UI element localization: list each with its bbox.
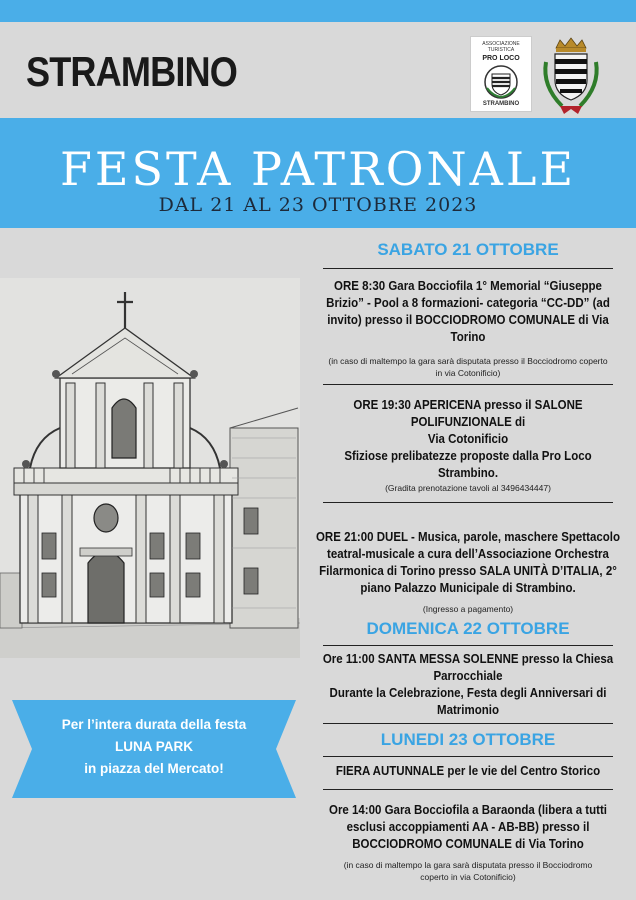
event-line: Durante la Celebrazione, Festa degli Anniversari di bbox=[329, 686, 607, 700]
event-line: teatral-musicale a cura dell’Associazione Orchestra bbox=[327, 547, 609, 561]
luna-park-ribbon bbox=[12, 700, 296, 798]
luna-line: in piazza del Mercato! bbox=[84, 761, 224, 776]
event-line: ORE 21:00 DUEL - Musica, parole, maschere Spettacolo bbox=[315, 530, 621, 544]
divider bbox=[323, 268, 613, 269]
church-illustration bbox=[0, 278, 300, 658]
luna-line: LUNA PARK bbox=[115, 739, 193, 754]
event-note: in via Cotonificio) bbox=[435, 368, 501, 378]
proloco-top-text: ASSOCIAZIONE TURISTICA bbox=[482, 41, 520, 53]
event-line: Strambino. bbox=[437, 466, 499, 480]
day-heading-monday: LUNEDI 23 OTTOBRE bbox=[380, 730, 556, 749]
divider bbox=[323, 384, 613, 385]
top-color-band bbox=[0, 0, 636, 22]
event-line: Ore 11:00 SANTA MESSA SOLENNE presso la Chiesa bbox=[322, 652, 614, 666]
divider bbox=[323, 723, 613, 724]
event-dates: DAL 21 AL 23 OTTOBRE 2023 bbox=[158, 194, 478, 216]
event-line: Filarmonica di Torino presso SALA UNITÀ D’ITALIA, 2° bbox=[319, 564, 617, 578]
header bbox=[0, 22, 636, 118]
event-line: Sfiziose prelibatezze proposte dalla Pro Loco bbox=[344, 449, 592, 463]
town-name: STRAMBINO bbox=[26, 48, 237, 95]
event-line: piano Palazzo Municipale di Strambino. bbox=[360, 581, 576, 595]
day-heading-sunday: DOMENICA 22 OTTOBRE bbox=[366, 619, 570, 638]
event-note: (in caso di maltempo la gara sarà disputata presso il Bocciodromo coperto bbox=[328, 356, 608, 366]
event-note: (Gradita prenotazione tavoli al 3496434447) bbox=[385, 483, 551, 493]
event-line: Parrocchiale bbox=[433, 669, 503, 683]
event-line: FIERA AUTUNNALE per le vie del Centro Storico bbox=[335, 764, 601, 778]
luna-line: Per l’intera durata della festa bbox=[61, 717, 247, 732]
event-line: BOCCIODROMO COMUNALE di Via Torino bbox=[352, 837, 584, 851]
proloco-shield-icon bbox=[483, 64, 519, 100]
event-note: (in caso di maltempo la gara sarà disputata presso il Bocciodromo bbox=[343, 860, 593, 870]
divider bbox=[323, 645, 613, 646]
event-line: Via Cotonificio bbox=[427, 432, 509, 446]
event-line: ORE 19:30 APERICENA presso il SALONE POLIFUNZIONALE di bbox=[353, 398, 583, 429]
event-line: Brizio” - Pool a 8 formazioni- categoria “CC-DD” (ad bbox=[326, 296, 610, 310]
divider bbox=[323, 756, 613, 757]
event-line: ORE 8:30 Gara Bocciofila 1° Memorial “Giuseppe bbox=[334, 279, 602, 293]
program bbox=[300, 228, 636, 883]
proloco-bottom-text: STRAMBINO bbox=[482, 101, 520, 107]
divider bbox=[323, 502, 613, 503]
title-banner bbox=[0, 118, 636, 228]
proloco-logo bbox=[470, 36, 532, 112]
event-note: (Ingresso a pagamento) bbox=[422, 604, 514, 614]
event-line: esclusi accoppiamenti AA - AB-BB) presso il bbox=[346, 820, 590, 834]
event-line: Ore 14:00 Gara Bocciofila a Baraonda (libera a tutti bbox=[328, 803, 608, 817]
event-title: FESTA PATRONALE bbox=[59, 142, 577, 196]
divider bbox=[323, 789, 613, 790]
event-line: Matrimonio bbox=[437, 703, 499, 717]
event-line: invito) presso il BOCCIODROMO COMUNALE di Via Torino bbox=[327, 313, 609, 344]
proloco-name: PRO LOCO bbox=[482, 55, 520, 62]
town-crest-icon bbox=[538, 34, 604, 118]
event-note: coperto in via Cotonificio) bbox=[420, 872, 516, 882]
day-heading-saturday: SABATO 21 OTTOBRE bbox=[377, 240, 559, 259]
